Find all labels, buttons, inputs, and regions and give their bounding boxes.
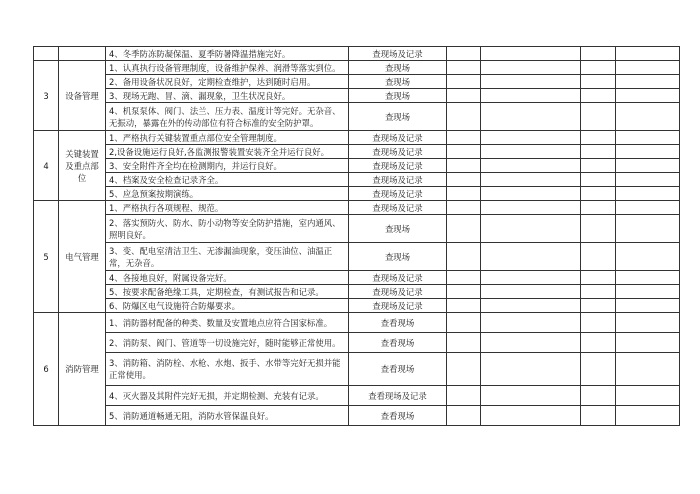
blank-cell [447, 313, 481, 333]
requirement-cell: 1、消防器材配备的种类、数量及安置地点应符合国家标准。 [106, 313, 349, 333]
blank-cell [581, 131, 616, 145]
item-number: 6 [34, 313, 59, 426]
table-row [34, 201, 680, 215]
blank-cell [447, 386, 481, 406]
method-cell: 查现场及记录 [349, 159, 447, 173]
blank-cell [616, 75, 680, 89]
blank-cell [481, 215, 581, 243]
blank-cell [481, 75, 581, 89]
item-number: 4 [34, 131, 59, 201]
blank-cell [581, 299, 616, 313]
blank-cell [481, 89, 581, 103]
table-row [34, 271, 680, 285]
requirement-cell: 2、备用设备状况良好，定期检查维护，达到随时启用。 [106, 75, 349, 89]
blank-cell [616, 353, 680, 386]
requirement-cell: 5、按要求配备绝缘工具，定期检查，有测试报告和记录。 [106, 285, 349, 299]
blank-cell [481, 187, 581, 201]
method-cell: 查现场及记录 [349, 271, 447, 285]
blank-cell [616, 243, 680, 271]
method-cell: 查现场及记录 [349, 201, 447, 215]
requirement-cell: 5、消防通道畅通无阻，消防水管保温良好。 [106, 406, 349, 426]
blank-cell [447, 333, 481, 353]
blank-cell [447, 47, 481, 61]
requirement-cell: 4、灭火器及其附件完好无损，并定期检测、充装有记录。 [106, 386, 349, 406]
category-cell: 电气管理 [59, 201, 106, 313]
method-cell: 查看现场 [349, 333, 447, 353]
method-cell: 查现场 [349, 103, 447, 131]
blank-cell [581, 406, 616, 426]
blank-cell [616, 333, 680, 353]
requirement-cell: 2,设备设施运行良好,各监测报警装置安装齐全并运行良好。 [106, 145, 349, 159]
requirement-cell: 4、档案及安全检查记录齐全。 [106, 173, 349, 187]
blank-cell [481, 103, 581, 131]
table-row [34, 215, 680, 243]
blank-cell [481, 313, 581, 333]
category-cell [59, 47, 106, 61]
table-row [34, 299, 680, 313]
table-row [34, 406, 680, 426]
table-row [34, 243, 680, 271]
requirement-cell: 4、机泵泵体、阀门、法兰、压力表、温度计等完好。无杂音、无振动，暴露在外的传动部位有符合标准的安全防护罩。 [106, 103, 349, 131]
blank-cell [581, 333, 616, 353]
method-cell: 查现场及记录 [349, 285, 447, 299]
blank-cell [616, 406, 680, 426]
requirement-cell: 1、严格执行各项规程、规范。 [106, 201, 349, 215]
method-cell: 查现场 [349, 89, 447, 103]
blank-cell [447, 353, 481, 386]
table-row [34, 313, 680, 333]
blank-cell [447, 103, 481, 131]
blank-cell [616, 271, 680, 285]
method-cell: 查现场 [349, 243, 447, 271]
blank-cell [447, 187, 481, 201]
blank-cell [616, 131, 680, 145]
item-number: 3 [34, 61, 59, 131]
table-row [34, 75, 680, 89]
blank-cell [447, 201, 481, 215]
requirement-cell: 1、严格执行关键装置重点部位安全管理制度。 [106, 131, 349, 145]
table-row [34, 89, 680, 103]
blank-cell [447, 75, 481, 89]
blank-cell [447, 145, 481, 159]
blank-cell [616, 201, 680, 215]
requirement-cell: 1、认真执行设备管理制度，设备维护保养、润滑等落实到位。 [106, 61, 349, 75]
blank-cell [481, 386, 581, 406]
blank-cell [616, 313, 680, 333]
method-cell: 查看现场 [349, 406, 447, 426]
blank-cell [616, 89, 680, 103]
table-row [34, 145, 680, 159]
blank-cell [581, 75, 616, 89]
blank-cell [447, 285, 481, 299]
table-row [34, 386, 680, 406]
blank-cell [616, 187, 680, 201]
requirement-cell: 3、现场无跑、冒、滴、漏现象，卫生状况良好。 [106, 89, 349, 103]
blank-cell [581, 215, 616, 243]
blank-cell [481, 173, 581, 187]
blank-cell [481, 47, 581, 61]
table-row [34, 285, 680, 299]
blank-cell [481, 299, 581, 313]
requirement-cell: 5、应急预案按期演练。 [106, 187, 349, 201]
table-row [34, 131, 680, 145]
requirement-cell: 3、安全附件齐全均在检测期内，并运行良好。 [106, 159, 349, 173]
blank-cell [581, 243, 616, 271]
blank-cell [447, 215, 481, 243]
blank-cell [447, 271, 481, 285]
blank-cell [581, 159, 616, 173]
blank-cell [581, 173, 616, 187]
method-cell: 查看现场及记录 [349, 386, 447, 406]
blank-cell [616, 299, 680, 313]
table-row [34, 353, 680, 386]
method-cell: 查现场及记录 [349, 173, 447, 187]
blank-cell [581, 386, 616, 406]
blank-cell [581, 271, 616, 285]
blank-cell [481, 159, 581, 173]
blank-cell [447, 61, 481, 75]
blank-cell [481, 271, 581, 285]
blank-cell [447, 406, 481, 426]
method-cell: 查现场 [349, 61, 447, 75]
blank-cell [616, 215, 680, 243]
blank-cell [447, 131, 481, 145]
blank-cell [581, 89, 616, 103]
blank-cell [481, 243, 581, 271]
blank-cell [616, 285, 680, 299]
blank-cell [481, 201, 581, 215]
blank-cell [616, 386, 680, 406]
table-row [34, 47, 680, 61]
method-cell: 查现场及记录 [349, 131, 447, 145]
blank-cell [581, 353, 616, 386]
category-cell: 消防管理 [59, 313, 106, 426]
blank-cell [616, 173, 680, 187]
requirement-cell: 3、变、配电室清洁卫生、无渗漏油现象，变压油位、油温正常，无杂音。 [106, 243, 349, 271]
table-row [34, 61, 680, 75]
blank-cell [616, 145, 680, 159]
blank-cell [616, 61, 680, 75]
method-cell: 查现场 [349, 215, 447, 243]
blank-cell [481, 406, 581, 426]
requirement-cell: 6、防爆区电气设施符合防爆要求。 [106, 299, 349, 313]
blank-cell [581, 313, 616, 333]
blank-cell [581, 145, 616, 159]
inspection-table [33, 46, 680, 426]
item-number [34, 47, 59, 61]
blank-cell [581, 201, 616, 215]
method-cell: 查现场及记录 [349, 47, 447, 61]
category-cell: 设备管理 [59, 61, 106, 131]
blank-cell [447, 243, 481, 271]
method-cell: 查现场 [349, 75, 447, 89]
table-row [34, 159, 680, 173]
blank-cell [481, 145, 581, 159]
method-cell: 查看现场 [349, 313, 447, 333]
blank-cell [616, 103, 680, 131]
blank-cell [481, 61, 581, 75]
requirement-cell: 3、消防箱、消防栓、水枪、水炮、扳手、水带等完好无损并能正常使用。 [106, 353, 349, 386]
method-cell: 查看现场 [349, 353, 447, 386]
blank-cell [481, 333, 581, 353]
blank-cell [481, 131, 581, 145]
blank-cell [616, 159, 680, 173]
blank-cell [447, 89, 481, 103]
method-cell: 查现场及记录 [349, 299, 447, 313]
item-number: 5 [34, 201, 59, 313]
blank-cell [616, 47, 680, 61]
blank-cell [447, 173, 481, 187]
blank-cell [447, 159, 481, 173]
blank-cell [581, 285, 616, 299]
blank-cell [447, 299, 481, 313]
table-row [34, 333, 680, 353]
requirement-cell: 2、消防泵、阀门、管道等一切设施完好，随时能够正常使用。 [106, 333, 349, 353]
method-cell: 查现场及记录 [349, 187, 447, 201]
table-row [34, 103, 680, 131]
requirement-cell: 2、落实预防火、防水、防小动物等安全防护措施，室内通风、照明良好。 [106, 215, 349, 243]
blank-cell [581, 103, 616, 131]
requirement-cell: 4、冬季防冻防凝保温、夏季防暑降温措施完好。 [106, 47, 349, 61]
blank-cell [581, 61, 616, 75]
blank-cell [581, 47, 616, 61]
blank-cell [581, 187, 616, 201]
table-row [34, 173, 680, 187]
blank-cell [481, 353, 581, 386]
blank-cell [481, 285, 581, 299]
method-cell: 查现场及记录 [349, 145, 447, 159]
requirement-cell: 4、各接地良好，附属设备完好。 [106, 271, 349, 285]
category-cell: 关键装置及重点部位 [59, 131, 106, 201]
table-row [34, 187, 680, 201]
